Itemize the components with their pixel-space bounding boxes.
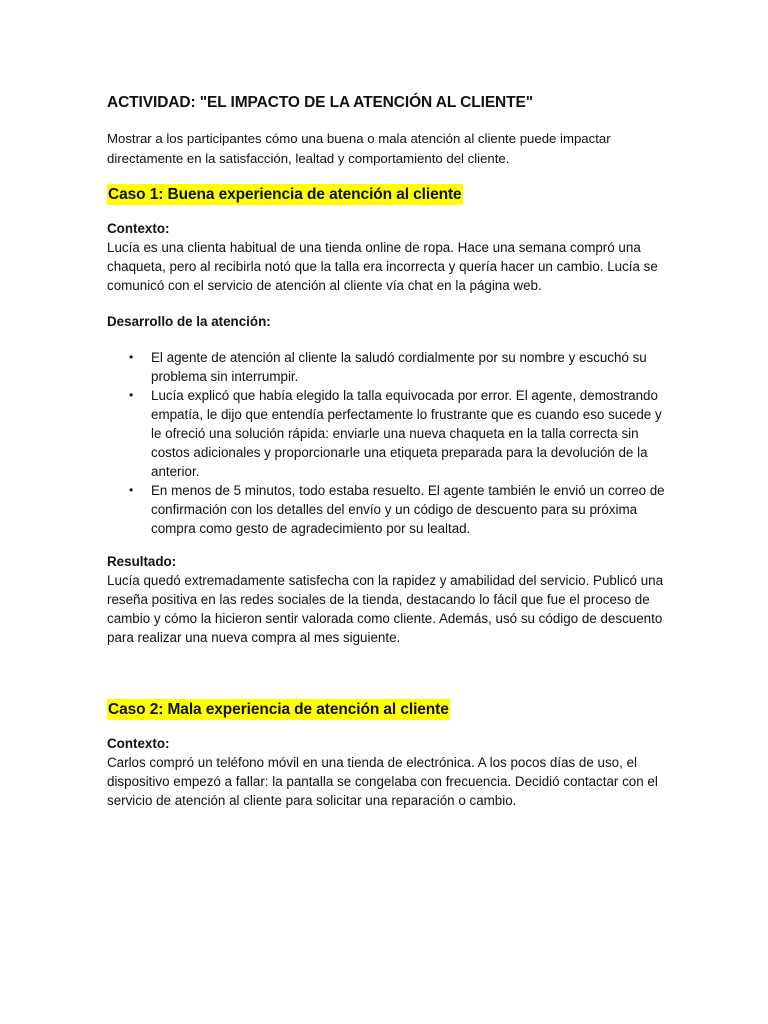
- case-1-contexto-label: Contexto:: [107, 221, 170, 236]
- document-page: [107, 92, 667, 810]
- case-1-section: [107, 184, 667, 647]
- bullet-text: El agente de atención al cliente la saludó cordialmente por su nombre y escuchó su problema sin interrumpir.: [151, 350, 647, 384]
- bullet-icon: •: [129, 350, 134, 364]
- case-1-desarrollo-label: Desarrollo de la atención:: [107, 314, 271, 329]
- case-2-contexto-text: Carlos compró un teléfono móvil en una tienda de electrónica. A los pocos días de uso, el dispositivo empezó a fallar: la pantalla se congelaba con frecuencia. Decidió contactar con el servicio de atención al cliente para solicitar una reparación o cambio.: [107, 755, 658, 808]
- bullet-text: Lucía explicó que había elegido la talla equivocada por error. El agente, demostrando empatía, le dijo que entendía perfectamente lo frustrante que es cuando eso sucede y le ofreció una solución rápida: enviarle una nueva chaqueta en la talla correcta sin costos adicionales y proporcionarle una etiqueta preparada para la devolución de la anterior.: [151, 388, 662, 479]
- bullet-icon: •: [129, 483, 134, 497]
- case-2-contexto: [107, 734, 667, 810]
- case-1-resultado: [107, 552, 667, 647]
- bullet-icon: •: [129, 388, 134, 402]
- case-1-desarrollo: [107, 312, 667, 538]
- list-item: [107, 481, 667, 538]
- case-1-resultado-label: Resultado:: [107, 554, 177, 569]
- intro-paragraph: Mostrar a los participantes cómo una buena o mala atención al cliente puede impactar directamente en la satisfacción, lealtad y comportamiento del cliente.: [107, 131, 611, 166]
- list-item: [107, 348, 667, 386]
- case-1-resultado-text: Lucía quedó extremadamente satisfecha con la rapidez y amabilidad del servicio. Publicó una reseña positiva en las redes sociales de la tienda, destacando lo fácil que fue el proceso de cambio y cómo la hicieron sentir valorada como cliente. Además, usó su código de descuento para realizar una nueva compra al mes siguiente.: [107, 573, 664, 645]
- case-1-contexto-text: Lucía es una clienta habitual de una tienda online de ropa. Hace una semana compró una chaqueta, pero al recibirla notó que la talla era incorrecta y quería hacer un cambio. Lucía se comunicó con el servicio de atención al cliente vía chat en la página web.: [107, 240, 658, 293]
- bullet-text: En menos de 5 minutos, todo estaba resuelto. El agente también le envió un correo de confirmación con los detalles del envío y un código de descuento para su próxima compra como gesto de agradecimiento por su lealtad.: [151, 483, 665, 536]
- case-1-contexto: [107, 219, 667, 295]
- case-2-section: [107, 699, 667, 810]
- case-1-heading: Caso 1: Buena experiencia de atención al cliente: [108, 186, 462, 203]
- document-title: ACTIVIDAD: "EL IMPACTO DE LA ATENCIÓN AL CLIENTE": [107, 94, 534, 111]
- case-1-bullet-list: [107, 348, 667, 538]
- case-2-contexto-label: Contexto:: [107, 736, 170, 751]
- case-2-heading: Caso 2: Mala experiencia de atención al cliente: [108, 701, 449, 718]
- list-item: [107, 386, 667, 481]
